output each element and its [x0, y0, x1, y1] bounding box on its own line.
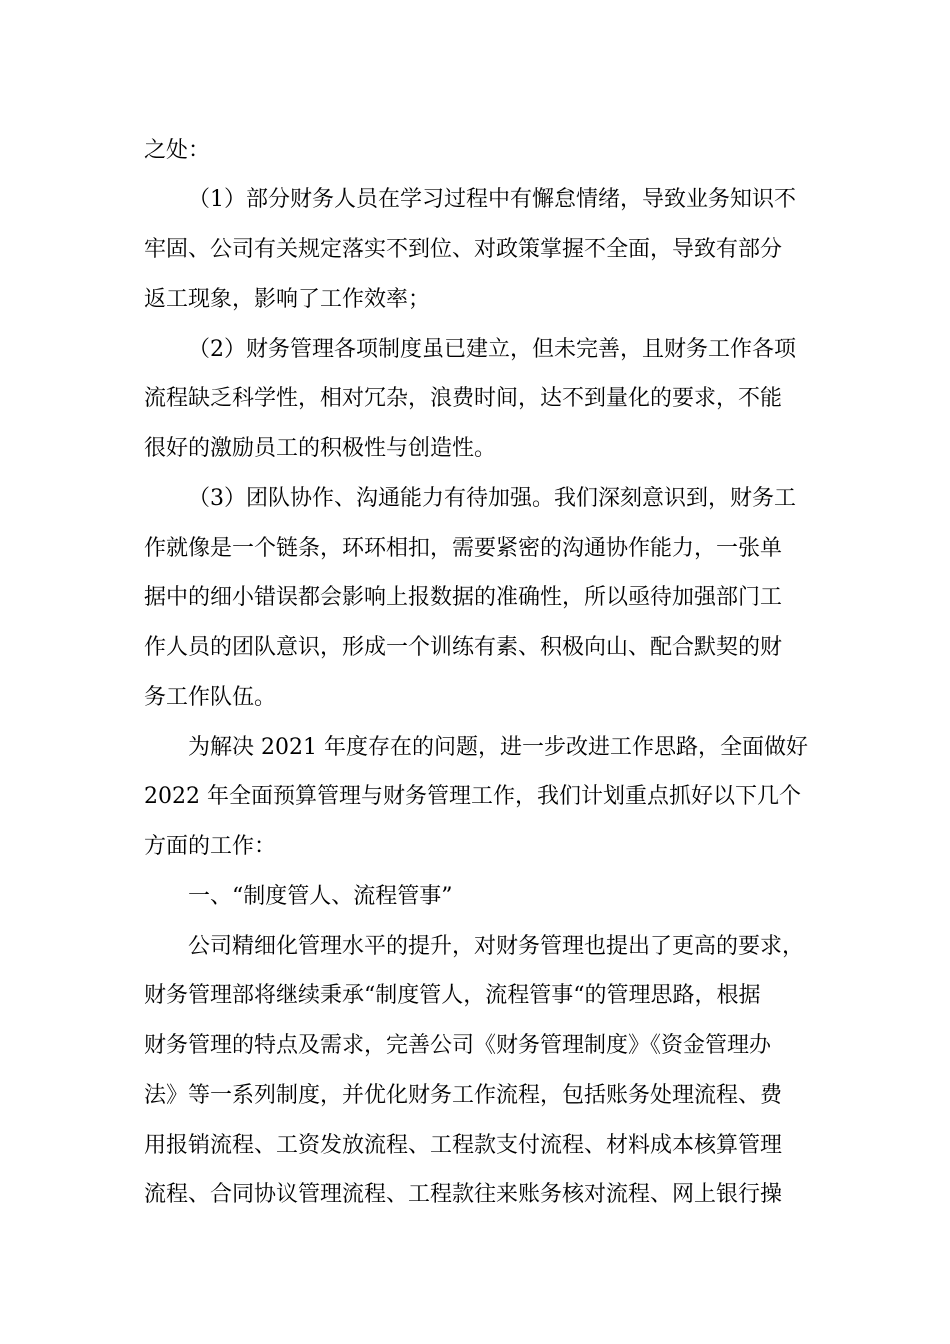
text-line: 方面的工作：	[144, 834, 277, 859]
text-line: 之处：	[144, 138, 211, 163]
text-line: 财务管理的特点及需求，完善公司《财务管理制度》《资金管理办	[144, 1033, 772, 1058]
text-line: （1）部分财务人员在学习过程中有懈怠情绪，导致业务知识不	[188, 187, 796, 212]
text-line: 2022 年全面预算管理与财务管理工作，我们计划重点抓好以下几个	[144, 784, 801, 809]
text-line: 用报销流程、工资发放流程、工程款支付流程、材料成本核算管理	[144, 1133, 783, 1158]
text-line: 牢固、公司有关规定落实不到位、对政策掌握不全面，导致有部分	[144, 237, 783, 262]
text-line: 流程缺乏科学性，相对冗杂，浪费时间，达不到量化的要求，不能	[144, 386, 783, 411]
text-line: （2）财务管理各项制度虽已建立，但未完善，且财务工作各项	[188, 337, 796, 362]
text-line: 法》等一系列制度，并优化财务工作流程，包括账务处理流程、费	[144, 1083, 783, 1108]
text-line: 流程、合同协议管理流程、工程款往来账务核对流程、网上银行操	[144, 1182, 783, 1207]
text-line: 很好的激励员工的积极性与创造性。	[144, 436, 497, 461]
text-line: 作就像是一个链条，环环相扣，需要紧密的沟通协作能力，一张单	[144, 536, 783, 561]
text-line: 作人员的团队意识，形成一个训练有素、积极向山、配合默契的财	[144, 635, 783, 660]
text-line: （3）团队协作、沟通能力有待加强。我们深刻意识到，财务工	[188, 486, 796, 511]
text-line: 为解决 2021 年度存在的问题，进一步改进工作思路，全面做好	[188, 735, 808, 760]
text-line: 公司精细化管理水平的提升，对财务管理也提出了更高的要求，	[188, 934, 805, 959]
text-line: 返工现象，影响了工作效率；	[144, 287, 431, 312]
text-line: 据中的细小错误都会影响上报数据的准确性，所以亟待加强部门工	[144, 585, 783, 610]
text-line: 财务管理部将继续秉承“制度管人，流程管事“的管理思路，根据	[144, 983, 761, 1008]
section-heading: 一、“制度管人、流程管事”	[188, 884, 453, 909]
text-line: 务工作队伍。	[144, 685, 277, 710]
